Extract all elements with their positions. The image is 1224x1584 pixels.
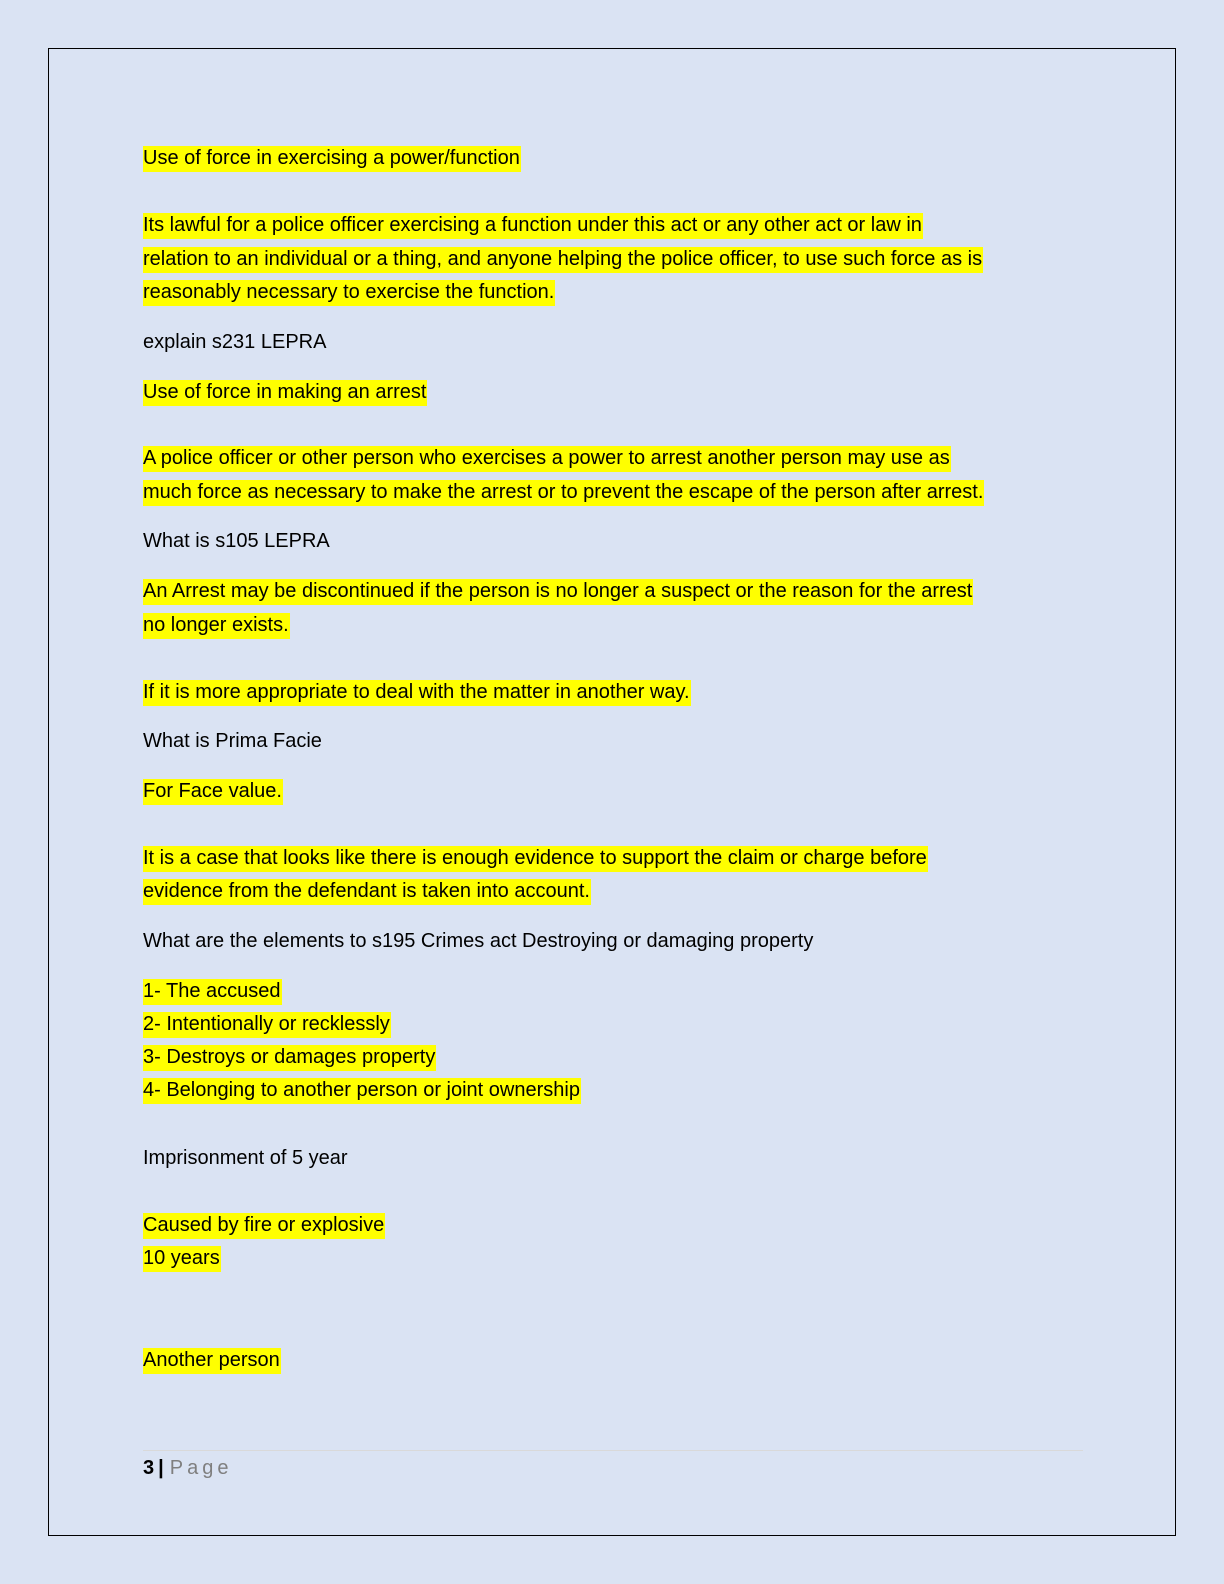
answer-line: Another person: [143, 1343, 281, 1377]
page-footer: [143, 1454, 232, 1482]
question-line: explain s231 LEPRA: [143, 331, 327, 353]
page-label: Page: [169, 1457, 233, 1479]
question-line: What are the elements to s195 Crimes act Destroying or damaging property: [143, 930, 814, 952]
answer-line: An Arrest may be discontinued if the person is no longer a suspect or the reason for the arrest: [143, 574, 973, 608]
penalty-line: Imprisonment of 5 year: [143, 1147, 348, 1169]
answer-line: much force as necessary to make the arrest or to prevent the escape of the person after arrest.: [143, 475, 984, 509]
list-item: 2- Intentionally or recklessly: [143, 1007, 391, 1041]
answer-line: Caused by fire or explosive: [143, 1208, 385, 1242]
answer-line: A police officer or other person who exercises a power to arrest another person may use as: [143, 441, 951, 475]
heading-use-of-force-function: Use of force in exercising a power/function: [143, 141, 521, 175]
question-line: What is s105 LEPRA: [143, 530, 330, 552]
list-item: 3- Destroys or damages property: [143, 1040, 436, 1074]
answer-line: reasonably necessary to exercise the function.: [143, 275, 555, 309]
heading-use-of-force-arrest: Use of force in making an arrest: [143, 375, 427, 409]
answer-line: evidence from the defendant is taken into account.: [143, 874, 591, 908]
page-number: 3: [143, 1457, 155, 1479]
list-item: 4- Belonging to another person or joint ownership: [143, 1073, 581, 1107]
answer-line: no longer exists.: [143, 608, 290, 642]
answer-line: 10 years: [143, 1241, 221, 1275]
question-line: What is Prima Facie: [143, 730, 322, 752]
answer-line: Its lawful for a police officer exercising a function under this act or any other act or law in: [143, 208, 923, 242]
answer-line: It is a case that looks like there is enough evidence to support the claim or charge before: [143, 841, 928, 875]
answer-line: For Face value.: [143, 774, 283, 808]
answer-line: If it is more appropriate to deal with the matter in another way.: [143, 675, 691, 709]
footer-divider: [143, 1450, 1083, 1451]
answer-line: relation to an individual or a thing, and anyone helping the police officer, to use such force as is: [143, 242, 983, 276]
list-item: 1- The accused: [143, 974, 282, 1008]
footer-separator: |: [158, 1457, 164, 1479]
